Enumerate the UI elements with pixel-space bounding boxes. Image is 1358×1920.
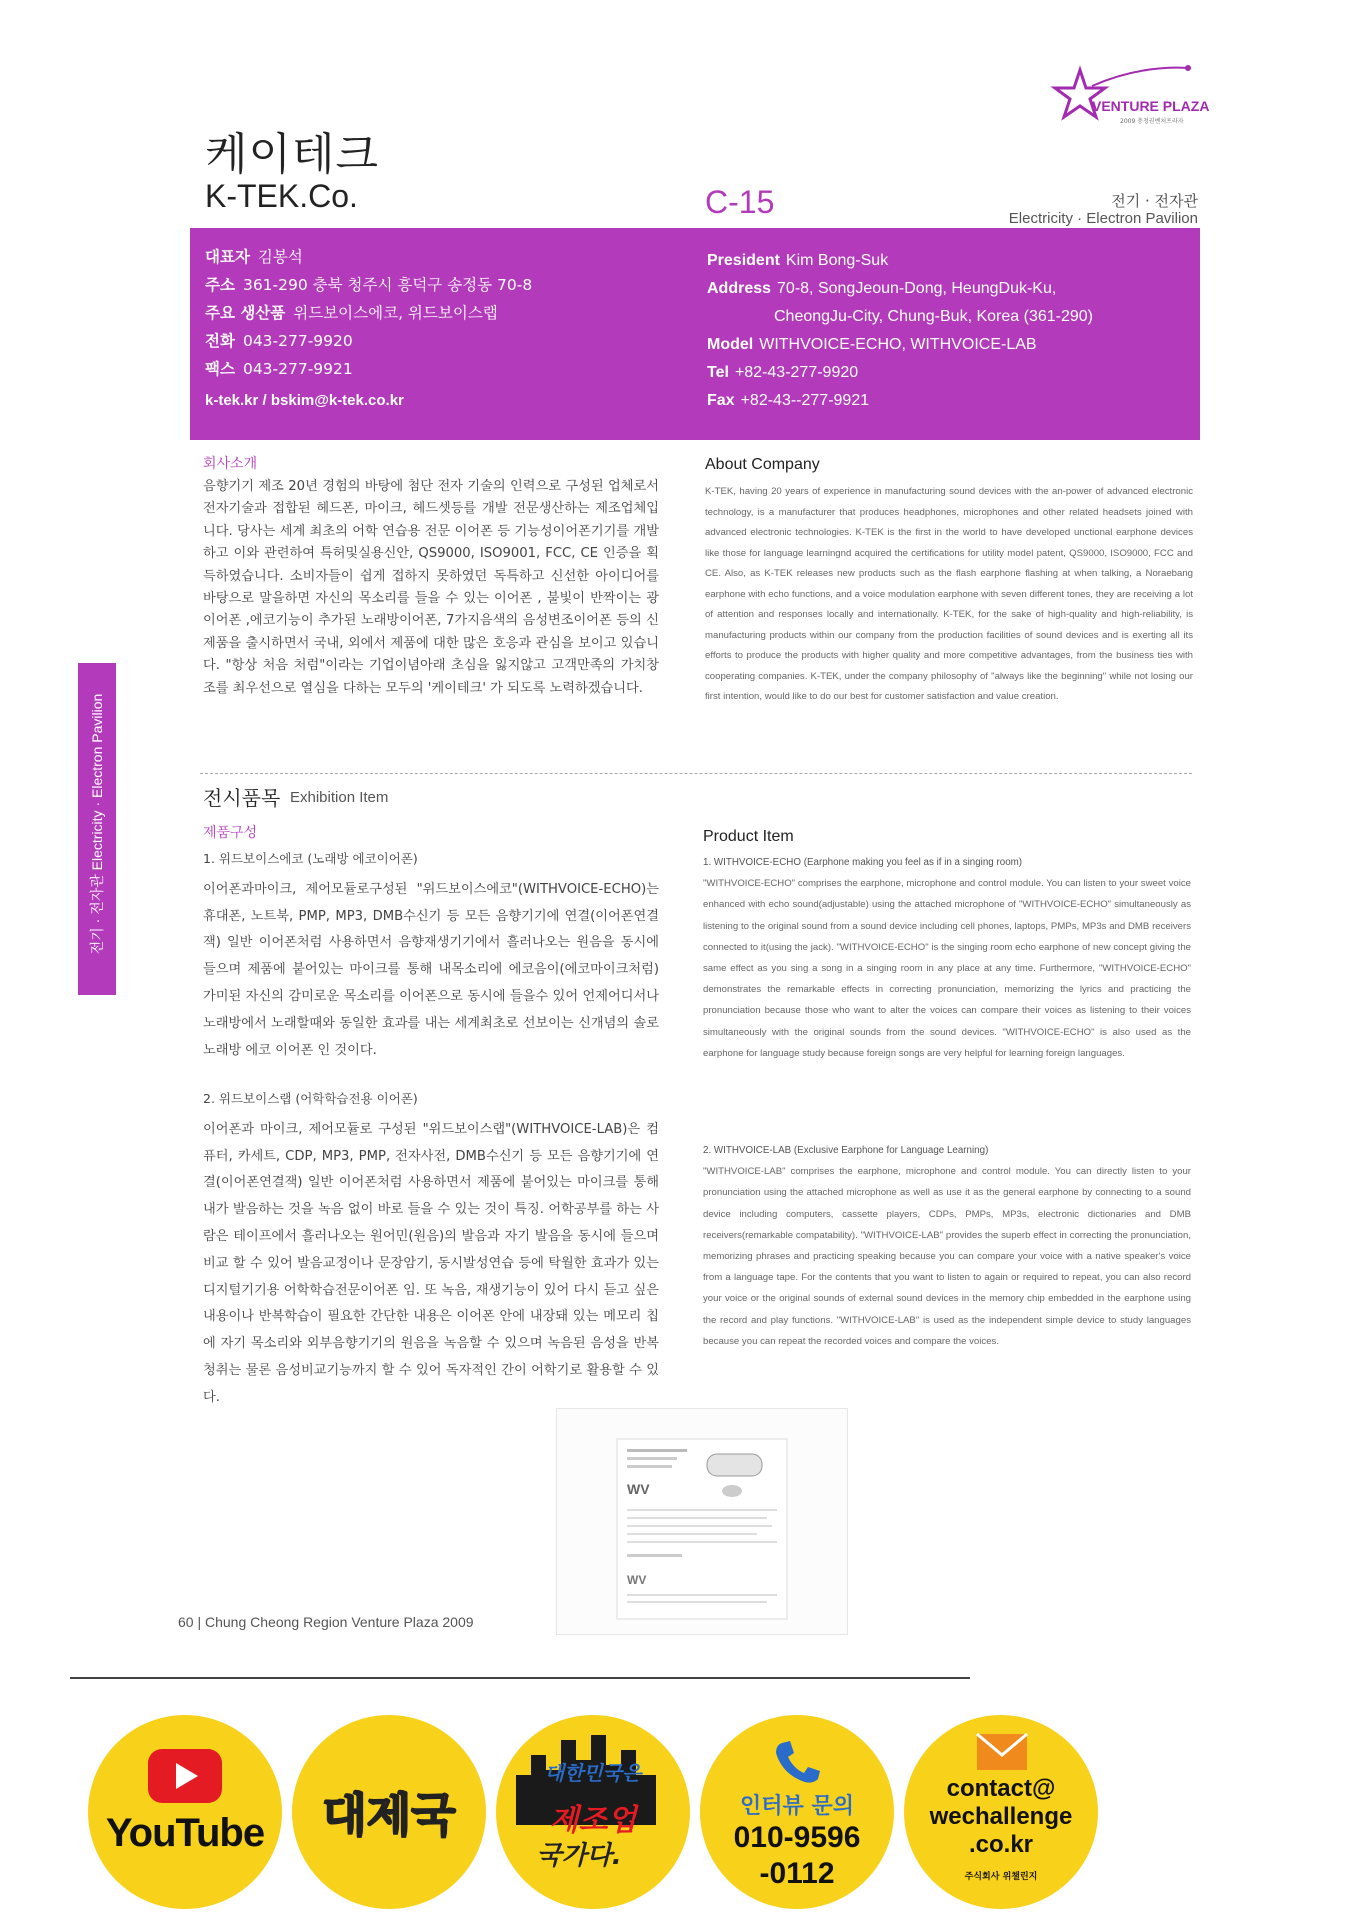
address-label: Address	[707, 280, 772, 297]
logo-text: VENTURE PLAZA	[1092, 98, 1210, 114]
tel-en-value: +82-43-277-9920	[734, 364, 859, 381]
product-ko-title: 1. 위드보이스에코 (노래방 에코이어폰)	[203, 851, 418, 866]
product-en-title: 1. WITHVOICE-ECHO (Earphone making you feel as if in a singing room)	[703, 857, 1023, 868]
interview-badge[interactable]	[700, 1715, 894, 1909]
prod-value: 위드보이스에코, 위드보이스랩	[293, 304, 498, 322]
pavilion-ko: 전기 · 전자관	[1111, 192, 1198, 210]
product-ko-title: 2. 위드보이스랩 (어학학습전용 이어폰)	[203, 1091, 418, 1106]
play-icon	[176, 1763, 198, 1789]
interview-phone-1: 010-9596	[733, 1821, 861, 1854]
fax-value: 043-277-9921	[242, 360, 353, 378]
logo-subtitle: 2009 충청권벤처프라자	[1120, 118, 1184, 125]
youtube-badge[interactable]	[88, 1715, 282, 1909]
exhibition-heading-ko: 전시품목	[203, 786, 281, 810]
contact-company-tag: 주식회사 위챌린지	[964, 1872, 1038, 1882]
company-name-en: K-TEK.Co.	[205, 178, 358, 214]
sidebar-label: 전기 · 전자관 Electricity · Electron Pavilion	[89, 693, 105, 955]
booth-number: C-15	[705, 184, 775, 220]
product-heading-en: Product Item	[703, 828, 794, 845]
exhibition-heading-en: Exhibition Item	[290, 789, 389, 806]
product-en-body: "WITHVOICE-LAB" comprises the earphone, microphone and control module. You can directly listen to your pronunciation using the attached microphone as well as use it as the general earphone by connecting to a sound device including computers, cassette players, CDPs, PMPs, MP3s, electronic dictionaries and DMB receivers(remarkable compatability). "WITHVOICE-LAB" provides the superb effect in correcting the pronunciation, memorizing phrases and practicing speaking because you can compare your voice with a native speaker's voice from a language tape. For the contents that you want to listen to again or required to repeat, you can also record your voice or the original sounds of external sound devices in the memory chip embedded in the earphone using the record and play functions. "WITHVOICE-LAB" is used as the independent simple device to study languages because you can repeat the recorded voices and compare the voices.	[703, 1166, 1191, 1347]
contact-line-1: contact@	[946, 1775, 1056, 1802]
product-heading-ko: 제품구성	[203, 825, 258, 841]
product-en-item-2	[703, 1140, 1191, 1352]
manufacturing-line-2: 제조업	[549, 1803, 637, 1838]
tel-value: 043-277-9920	[242, 332, 353, 350]
manufacturing-line-1: 대한민국은	[544, 1761, 642, 1785]
president-value: Kim Bong-Suk	[785, 252, 889, 269]
model-value: WITHVOICE-ECHO, WITHVOICE-LAB	[759, 336, 1037, 353]
contact-line-2: wechallenge	[929, 1803, 1073, 1830]
product-en-item-1	[703, 852, 1191, 1064]
svg-text:WV: WV	[627, 1573, 647, 1587]
addr-value: 361-290 충북 청주시 흥덕구 송정동 70-8	[242, 276, 533, 294]
interview-title: 인터뷰 문의	[740, 1794, 854, 1819]
interview-phone-2: -0112	[759, 1857, 835, 1890]
about-company-heading: About Company	[705, 456, 820, 473]
product-ko-body: 이어폰과 마이크, 제어모듈로 구성된 "위드보이스랩"(WITHVOICE-LAB)은 컴퓨터, 카세트, CDP, MP3, PMP, 전자사전, DMB수신기 등 모든 음향기기에 연결(이어폰연결잭) 일반 이어폰처럼 사용하면서 제품에 붙어있는 마이크를 통해 내가 발음하는 것을 녹음 없이 바로 들을 수 있는 것이 특징. 어학공부를 하는 사람은 테이프에서 흘러나오는 원어민(원음)의 발음과 자기 발음을 동시에 들으며 비교 할 수 있어 발음교정이나 문장암기, 동시발성연습 등에 탁월한 효과가 있는 디지털기기용 어학학습전문이어폰 임. 또 녹음, 재생기능이 있어 다시 듣고 싶은 내용이나 반복학습이 필요한 간단한 내용은 이어폰 안에 내장돼 있는 메모리 칩에 자기 목소리와 외부음향기기의 원음을 녹음할 수 있으며 녹음된 음성을 반복 청취는 물론 음성비교기능까지 할 수 있어 독자적인 간이 어학기로 활용할 수 있다.	[203, 1121, 659, 1405]
footer-rule	[70, 1677, 970, 1679]
fax-label: 팩스	[205, 360, 235, 378]
product-brochure-image	[556, 1408, 848, 1635]
tel-en-label: Tel	[707, 364, 729, 381]
fax-en-label: Fax	[707, 392, 735, 409]
tel-label: 전화	[205, 332, 235, 350]
manufacturing-line-3: 국가다.	[536, 1841, 622, 1871]
phone-icon	[772, 1737, 822, 1787]
ceo-label: 대표자	[205, 248, 250, 266]
web-contact[interactable]: k-tek.kr / bskim@k-tek.co.kr	[205, 392, 404, 409]
president-label: President	[707, 252, 780, 269]
contact-line-3: .co.kr	[968, 1831, 1034, 1858]
page-footer: 60 | Chung Cheong Region Venture Plaza 2009	[178, 1614, 474, 1630]
youtube-label: YouTube	[105, 1811, 265, 1855]
about-company-body: K-TEK, having 20 years of experience in manufacturing sound devices with the an-power of advanced electronic technology, is a manufacturer that produces headphones, microphones and other related headsets joined with advanced electronic technologies. K-TEK is the first in the world to have developed unctional earphone devices like those for language learningnd acquired the certifications for utility model patent, QS9000, ISO9000, FCC and CE. Also, as K-TEK releases new products such as the flash earphone flashing at when talking, a Noraebang earphone with echo functions, and a voice modulation earphone with seven different tones, they are receiving a lot of attention and responses locally and internationally. K-TEK, for the sake of high-quality and high-reliability, is manufacturing products within our company from the production facilities of sound devices and is exerting all its efforts to produce the products with higher quality and more competitive advantages, from the business ties with cooperating companies. K-TEK, under the company philosophy of "always like the beginning" while not losing our first intention, would like to do our best for customer satisfaction and value creation.	[705, 486, 1193, 702]
company-intro-body: 음향기기 제조 20년 경험의 바탕에 첨단 전자 기술의 인력으로 구성된 업체로서 전자기술과 접합된 헤드폰, 마이크, 헤드셋등를 개발 전문생산하는 제조업체입니다. 당사는 세계 최초의 어학 연습용 전문 이어폰 등 기능성이어폰기기를 개발하고 이와 관련하여 특허및실용신안, QS9000, ISO9001, FCC, CE 인증을 획득하였습니다. 소비자들이 쉽게 접하지 못하였던 독특하고 신선한 아이디어를 바탕으로 말을하면 자신의 목소리를 들을 수 있는 이어폰 , 불빛이 반짝이는 광이어폰 ,에코기능이 추가된 노래방이어폰, 7가지음색의 음성변조이어폰 등의 신제품을 출시하면서 국내, 외에서 제품에 대한 많은 호응과 관심을 보이고 있습니다. "항상 처음 처럼"이라는 기업이념아래 초심을 잃지않고 고객만족의 가치창조를 최우선으로 열심을 다하는 모두의 '케이테크' 가 되도록 노력하겠습니다.	[203, 479, 659, 696]
info-en	[707, 247, 1093, 415]
contact-badge[interactable]	[904, 1715, 1098, 1909]
company-intro-heading: 회사소개	[203, 456, 258, 472]
ceo-value: 김봉석	[257, 248, 303, 266]
daejeguk-badge[interactable]	[292, 1715, 486, 1909]
product-ko-body: 이어폰과마이크, 제어모듈로구성된 "위드보이스에코"(WITHVOICE-ECHO)는 휴대폰, 노트북, PMP, MP3, DMB수신기 등 모든 음향기기에 연결(이어폰연결잭) 일반 이어폰처럼 사용하면서 음향재생기기에서 흘러나오는 원음을 동시에 들으며 제품에 붙어있는 마이크를 통해 내목소리에 에코음이(에코마이크처럼) 가미된 자신의 감미로운 목소리를 이어폰으로 동시에 들을수 있어 언제어디서나 노래방에서 노래할때와 동일한 효과를 내는 세계최초로 선보이는 신개념의 솔로노래방 에코 이어폰 인 것이다.	[203, 881, 659, 1058]
svg-text:WV: WV	[627, 1481, 650, 1497]
pavilion-en: Electricity · Electron Pavilion	[1008, 210, 1198, 227]
model-label: Model	[707, 336, 754, 353]
addr-label: 주소	[205, 276, 235, 294]
address-line-1: 70-8, SongJeoun-Dong, HeungDuk-Ku,	[777, 280, 1057, 297]
fax-en-value: +82-43--277-9921	[740, 392, 870, 409]
address-line-2: CheongJu-City, Chung-Buk, Korea (361-290)	[774, 308, 1093, 325]
product-en-title: 2. WITHVOICE-LAB (Exclusive Earphone for Language Learning)	[703, 1145, 989, 1156]
manufacturing-badge[interactable]	[496, 1715, 690, 1909]
section-divider	[200, 773, 1192, 774]
product-ko-item-1	[203, 846, 659, 1064]
company-name-ko: 케이테크	[205, 129, 380, 180]
product-en-body: "WITHVOICE-ECHO" comprises the earphone, microphone and control module. You can listen to your sweet voice enhanced with echo sound(adjustable) using the attached microphone of "WITHVOICE-ECHO" simultaneously as listening to the original sound from a sound device including cell phones, laptops, PMPs, MP3s and DMB receivers connected to it(using the jack). "WITHVOICE-ECHO" is the singing room echo earphone of new concept giving the same effect as you sing a song in a singing room in any place at any time. Furthermore, "WITHVOICE-ECHO" demonstrates the remarkable effects in correcting pronunciation, memorizing the lyrics and practicing the pronunciation because those who want to alter the voices can compare their voices as listening to their voices simultaneously with the original sounds from the sound devices. "WITHVOICE-ECHO" is also used as the earphone for language study because foreign songs are very helpful for learning foreign languages.	[703, 878, 1191, 1059]
prod-label: 주요 생산품	[205, 304, 286, 322]
product-ko-item-2	[203, 1086, 659, 1412]
info-ko	[205, 243, 532, 383]
envelope-icon	[976, 1733, 1028, 1771]
daejeguk-label: 대제국	[322, 1788, 456, 1842]
